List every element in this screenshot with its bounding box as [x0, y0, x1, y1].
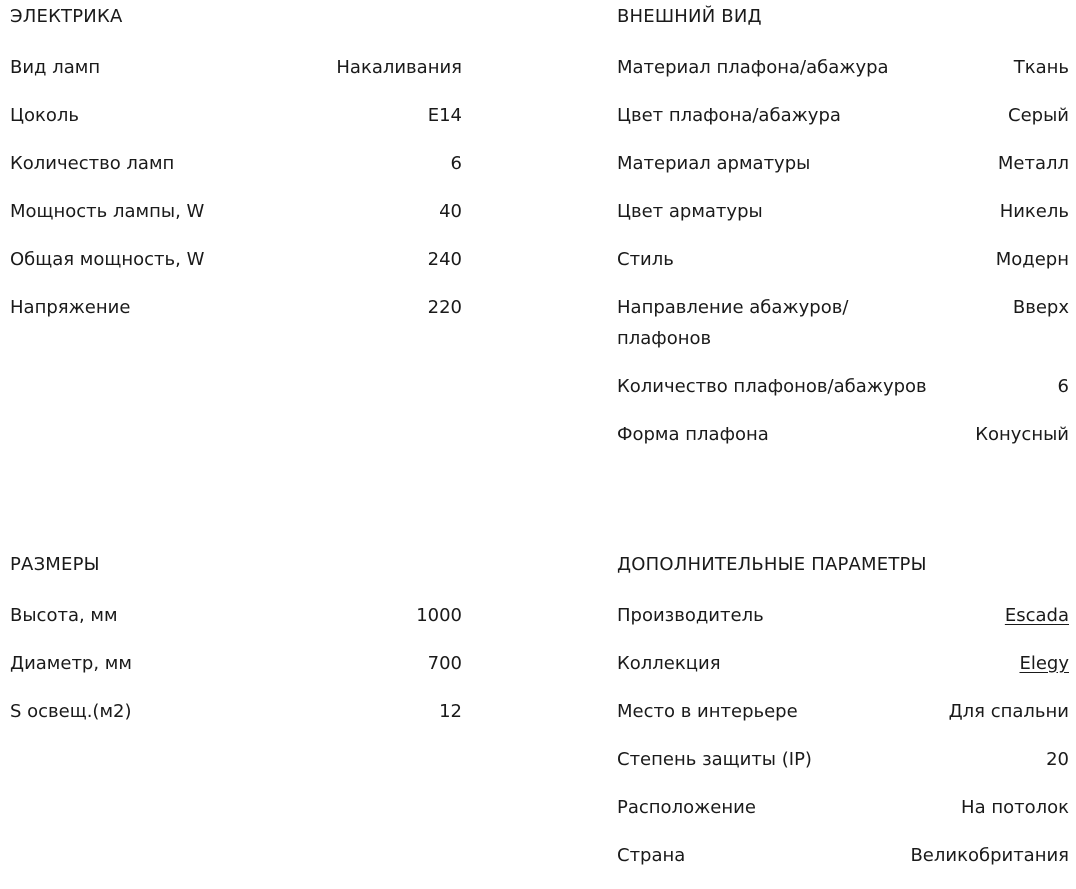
spec-label: Материал арматуры — [617, 153, 811, 174]
spec-value: E14 — [427, 105, 462, 126]
spec-value: Для спальни — [948, 701, 1069, 722]
spec-label: Цоколь — [10, 105, 79, 126]
spec-label: Место в интерьере — [617, 701, 798, 722]
spec-row-shade-shape — [617, 419, 1069, 450]
spec-row-shade-count — [617, 371, 1069, 402]
spec-row-total-power — [10, 244, 462, 275]
manufacturer-link[interactable]: Escada — [1004, 605, 1069, 626]
spec-value: 20 — [1046, 749, 1069, 770]
spec-row-height — [10, 600, 462, 631]
spec-value: Модерн — [995, 249, 1069, 270]
spec-row-interior-place — [617, 696, 1069, 727]
spec-row-shade-direction — [617, 292, 1069, 354]
section-appearance — [617, 5, 1069, 467]
spec-row-frame-color — [617, 196, 1069, 227]
spec-value: Накаливания — [336, 57, 462, 78]
spec-row-shade-material — [617, 52, 1069, 83]
spec-row-lamp-power — [10, 196, 462, 227]
spec-label: Коллекция — [617, 653, 721, 674]
section-title-dimensions: РАЗМЕРЫ — [10, 554, 100, 575]
spec-value: На потолок — [961, 797, 1069, 818]
spec-value: 220 — [427, 297, 462, 318]
spec-row-lamp-type — [10, 52, 462, 83]
spec-value: Великобритания — [910, 845, 1069, 866]
spec-label: Количество плафонов/абажуров — [617, 376, 927, 397]
spec-label: Высота, мм — [10, 605, 118, 626]
spec-value: 240 — [427, 249, 462, 270]
spec-label: Форма плафона — [617, 424, 769, 445]
section-additional — [617, 553, 1069, 888]
spec-value: Никель — [999, 201, 1069, 222]
spec-value: 40 — [439, 201, 462, 222]
spec-label: S освещ.(м2) — [10, 701, 132, 722]
spec-row-diameter — [10, 648, 462, 679]
spec-value: 6 — [1057, 376, 1069, 397]
spec-label: Материал плафона/абажура — [617, 57, 889, 78]
spec-label: Страна — [617, 845, 686, 866]
spec-value: 700 — [427, 653, 462, 674]
spec-value: Металл — [997, 153, 1069, 174]
spec-label: Направление абажуров/ плафонов — [617, 297, 849, 349]
spec-value: Ткань — [1013, 57, 1069, 78]
section-title-additional: ДОПОЛНИТЕЛЬНЫЕ ПАРАМЕТРЫ — [617, 554, 927, 575]
section-electrical — [10, 5, 462, 340]
spec-label: Напряжение — [10, 297, 131, 318]
spec-row-voltage — [10, 292, 462, 323]
spec-label: Количество ламп — [10, 153, 175, 174]
section-title-appearance: ВНЕШНИЙ ВИД — [617, 6, 762, 27]
spec-label: Расположение — [617, 797, 756, 818]
spec-value — [1005, 600, 1069, 631]
spec-label: Диаметр, мм — [10, 653, 132, 674]
spec-label: Стиль — [617, 249, 674, 270]
collection-link[interactable]: Elegy — [1019, 653, 1069, 674]
spec-label: Общая мощность, W — [10, 249, 205, 270]
spec-row-collection — [617, 648, 1069, 679]
spec-row-protection-ip — [617, 744, 1069, 775]
spec-row-lamp-count — [10, 148, 462, 179]
spec-row-socket — [10, 100, 462, 131]
spec-value: 1000 — [416, 605, 462, 626]
section-dimensions — [10, 553, 462, 744]
spec-label: Мощность лампы, W — [10, 201, 205, 222]
spec-row-placement — [617, 792, 1069, 823]
spec-row-country — [617, 840, 1069, 871]
spec-value: Серый — [1008, 105, 1069, 126]
spec-value — [1019, 648, 1069, 679]
spec-value: Конусный — [975, 424, 1069, 445]
spec-row-frame-material — [617, 148, 1069, 179]
spec-row-shade-color — [617, 100, 1069, 131]
spec-value: 12 — [439, 701, 462, 722]
spec-label: Цвет арматуры — [617, 201, 763, 222]
spec-row-lighting-area — [10, 696, 462, 727]
spec-value: Вверх — [1012, 297, 1069, 318]
spec-label: Цвет плафона/абажура — [617, 105, 841, 126]
section-title-electrical: ЭЛЕКТРИКА — [10, 6, 123, 27]
spec-label: Степень защиты (IP) — [617, 749, 812, 770]
spec-value: 6 — [450, 153, 462, 174]
spec-row-manufacturer — [617, 600, 1069, 631]
spec-label: Вид ламп — [10, 57, 101, 78]
spec-label: Производитель — [617, 605, 764, 626]
spec-row-style — [617, 244, 1069, 275]
